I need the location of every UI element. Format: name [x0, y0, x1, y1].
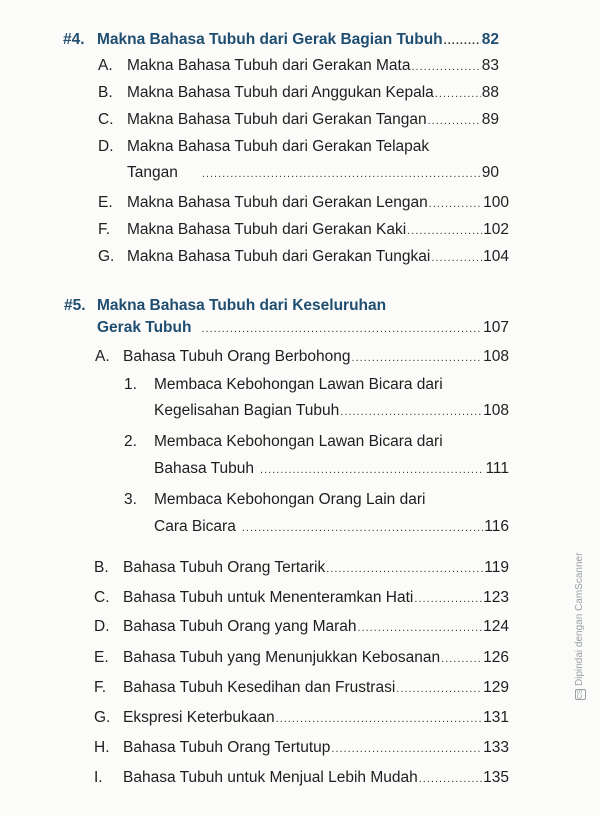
page-number: 90	[481, 164, 499, 181]
leader-dots	[260, 460, 484, 480]
subitem-title-continued: Kegelisahan Bagian Tubuh	[154, 402, 340, 419]
item-letter: B.	[94, 559, 109, 576]
item-letter: G.	[94, 709, 111, 726]
item-title: Bahasa Tubuh Orang Tertarik	[123, 559, 326, 576]
toc-subitem-5a2-line1[interactable]	[124, 432, 443, 452]
toc-item-4c[interactable]	[98, 110, 499, 131]
leader-dots	[396, 679, 482, 699]
toc-item-5h[interactable]	[94, 738, 509, 759]
subitem-title: Membaca Kebohongan Lawan Bicara dari	[154, 433, 443, 450]
page-number: 111	[485, 460, 509, 477]
page-number: 119	[484, 559, 509, 576]
subitem-number: 1.	[124, 376, 137, 393]
item-title: Ekspresi Keterbukaan	[123, 709, 275, 726]
toc-chapter-5-line1[interactable]	[64, 296, 386, 316]
toc-item-5i[interactable]	[94, 768, 509, 789]
leader-dots	[444, 31, 481, 51]
leader-dots	[340, 402, 482, 422]
item-letter: F.	[94, 679, 107, 696]
leader-dots	[331, 739, 482, 759]
page-number: 82	[481, 31, 499, 48]
item-letter: C.	[98, 111, 114, 128]
item-title-continued: Tangan	[127, 164, 178, 181]
item-title: Makna Bahasa Tubuh dari Anggukan Kepala	[127, 84, 434, 101]
toc-item-4a[interactable]	[98, 56, 499, 77]
toc-subitem-5a2-line2[interactable]	[154, 459, 509, 480]
page-number: 123	[483, 589, 509, 606]
page-number: 83	[481, 57, 499, 74]
toc-item-5d[interactable]	[94, 617, 509, 638]
subitem-title-continued: Bahasa Tubuh	[154, 460, 254, 477]
page-number: 100	[483, 194, 509, 211]
page-number: 89	[481, 111, 499, 128]
item-letter: B.	[98, 84, 113, 101]
page-number: 102	[483, 221, 509, 238]
page-number: 104	[483, 248, 509, 265]
item-letter: E.	[94, 649, 109, 666]
chapter-number: #4.	[63, 31, 85, 48]
leader-dots	[428, 111, 481, 131]
page-number: 129	[483, 679, 509, 696]
chapter-title: Makna Bahasa Tubuh dari Gerak Bagian Tubuh	[97, 31, 443, 48]
subitem-number: 2.	[124, 433, 137, 450]
page-number: 131	[483, 709, 509, 726]
toc-subitem-5a3-line1[interactable]	[124, 490, 425, 510]
item-title: Makna Bahasa Tubuh dari Gerakan Kaki	[127, 221, 407, 238]
toc-item-4f[interactable]	[98, 220, 509, 241]
item-letter: H.	[94, 739, 110, 756]
leader-dots	[431, 248, 482, 268]
toc-subitem-5a3-line2[interactable]	[154, 517, 509, 538]
item-letter: E.	[98, 194, 113, 211]
item-title: Makna Bahasa Tubuh dari Gerakan Lengan	[127, 194, 428, 211]
toc-item-4b[interactable]	[98, 83, 499, 104]
item-title: Bahasa Tubuh yang Menunjukkan Kebosanan	[123, 649, 441, 666]
page-number: 108	[483, 348, 509, 365]
leader-dots	[407, 221, 482, 241]
toc-subitem-5a1-line2[interactable]	[154, 401, 509, 422]
item-title: Makna Bahasa Tubuh dari Gerakan Telapak	[127, 138, 430, 155]
item-title: Bahasa Tubuh untuk Menjual Lebih Mudah	[123, 769, 418, 786]
item-title: Makna Bahasa Tubuh dari Gerakan Mata	[127, 57, 411, 74]
item-title: Makna Bahasa Tubuh dari Gerakan Tangan	[127, 111, 427, 128]
chapter-number: #5.	[64, 297, 86, 314]
toc-subitem-5a1-line1[interactable]	[124, 375, 443, 395]
page-number: 124	[483, 618, 509, 635]
item-letter: D.	[94, 618, 110, 635]
toc-item-5g[interactable]	[94, 708, 509, 729]
item-title: Bahasa Tubuh Orang Tertutup	[123, 739, 331, 756]
page-number: 135	[483, 769, 509, 786]
toc-item-5a[interactable]	[95, 347, 509, 368]
leader-dots	[411, 57, 480, 77]
item-letter: I.	[94, 769, 103, 786]
page-number: 107	[483, 319, 509, 336]
chapter-title: Makna Bahasa Tubuh dari Keseluruhan	[97, 297, 387, 314]
item-letter: G.	[98, 248, 115, 265]
toc-chapter-4[interactable]	[63, 30, 499, 51]
chapter-title-continued: Gerak Tubuh	[97, 319, 192, 336]
item-title: Bahasa Tubuh untuk Menenteramkan Hati	[123, 589, 414, 606]
leader-dots	[352, 348, 483, 368]
leader-dots	[358, 618, 483, 638]
leader-dots	[435, 84, 481, 104]
subitem-title: Membaca Kebohongan Orang Lain dari	[154, 491, 426, 508]
toc-item-5c[interactable]	[94, 588, 509, 609]
toc-item-4e[interactable]	[98, 193, 509, 214]
leader-dots	[276, 709, 482, 729]
leader-dots	[242, 518, 483, 538]
item-title: Bahasa Tubuh Kesedihan dan Frustrasi	[123, 679, 396, 696]
leader-dots	[441, 649, 482, 669]
item-letter: A.	[98, 57, 113, 74]
page-number: 126	[483, 649, 509, 666]
leader-dots	[429, 194, 482, 214]
toc-chapter-5-line2[interactable]	[97, 318, 509, 339]
page-number: 116	[484, 518, 509, 535]
item-title: Bahasa Tubuh Orang yang Marah	[123, 618, 357, 635]
leader-dots	[202, 164, 481, 184]
item-letter: F.	[98, 221, 111, 238]
scanner-watermark	[574, 553, 586, 700]
item-title: Makna Bahasa Tubuh dari Gerakan Tungkai	[127, 248, 431, 265]
toc-item-5f[interactable]	[94, 678, 509, 699]
toc-item-5e[interactable]	[94, 648, 509, 669]
leader-dots	[419, 769, 482, 789]
item-letter: A.	[95, 348, 110, 365]
watermark-text: Dipindai dengan CamScanner	[574, 552, 585, 686]
page-number: 133	[483, 739, 509, 756]
camscanner-icon: CS	[577, 689, 584, 699]
toc-item-4d-line1[interactable]	[98, 137, 429, 157]
subitem-number: 3.	[124, 491, 137, 508]
page-number: 88	[481, 84, 499, 101]
toc-item-4g[interactable]	[98, 247, 509, 268]
page-number: 108	[483, 402, 509, 419]
item-letter: C.	[94, 589, 110, 606]
subitem-title: Membaca Kebohongan Lawan Bicara dari	[154, 376, 443, 393]
toc-item-4d-line2[interactable]	[127, 163, 499, 184]
leader-dots	[201, 319, 482, 339]
subitem-title-continued: Cara Bicara	[154, 518, 236, 535]
leader-dots	[326, 559, 483, 579]
item-title: Bahasa Tubuh Orang Berbohong	[123, 348, 351, 365]
item-letter: D.	[98, 138, 114, 155]
toc-item-5b[interactable]	[94, 558, 509, 579]
leader-dots	[414, 589, 482, 609]
